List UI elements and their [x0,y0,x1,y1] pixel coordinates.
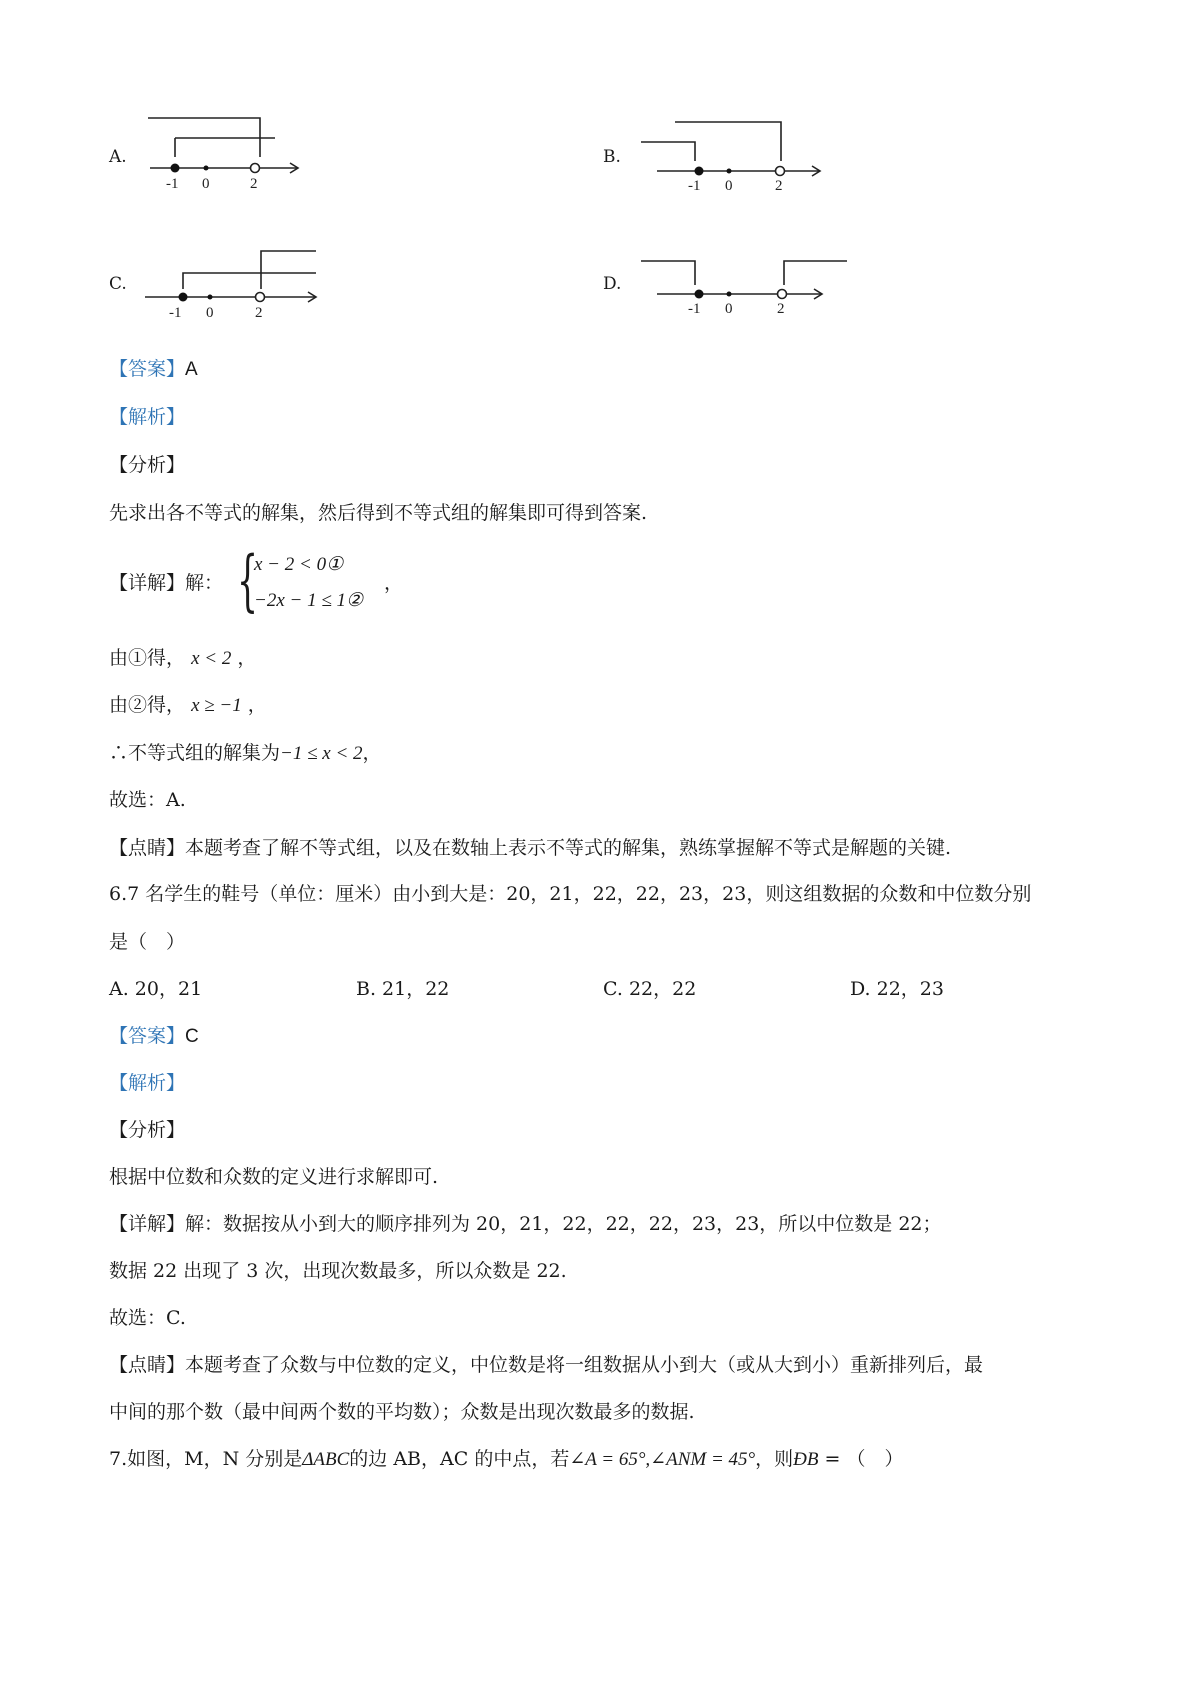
step-1-math: x < 2 [191,648,232,669]
q7-stem-part-a: 7.如图，M，N 分别是 [109,1448,303,1470]
q6-dianjing-line-1 [109,1352,983,1378]
answer-label: 【答案】 [109,358,186,380]
option-a-number-line [130,110,310,190]
option-d-letter: D. [603,274,622,294]
q7-stem [109,1446,903,1473]
option-a-origin-dot [204,166,209,171]
option-a-tick-label: 2 [250,176,258,192]
option-a-tick-label: -1 [166,176,179,192]
option-b-hollow-point [776,167,785,176]
option-c-letter: C. [109,274,127,294]
system-row-1: x − 2 < 0① [254,554,344,575]
option-d-right-bracket [784,261,847,285]
option-d-hollow-point [778,290,787,299]
option-c-tick-label: -1 [169,305,182,321]
q7-stem-part-c: ，则 [755,1448,794,1470]
option-d-origin-dot [727,292,732,297]
step-3-suffix: ， [362,742,382,764]
q6-jiexi-label: 【解析】 [109,1072,186,1094]
option-d-solid-point [695,290,704,299]
option-c-tick-label: 2 [255,305,263,321]
q7-stem-part-d: = （ ） [818,1448,904,1470]
q6-answer-value: C [185,1026,199,1047]
option-a-solid-point [171,164,180,173]
option-b-number-line [637,110,837,194]
option-c-origin-dot [208,295,213,300]
option-c-number-line [140,245,340,325]
q6-fenxi-text: 根据中位数和众数的定义进行求解即可. [109,1166,439,1188]
step-2-math: x ≥ −1 [191,695,242,716]
step-2-suffix: ， [247,694,267,716]
q6-detail-line-2: 数据 22 出现了 3 次，出现次数最多，所以众数是 22. [109,1260,567,1282]
option-a-hollow-point [251,164,260,173]
system-brace: { [237,542,258,619]
q6-detail-text-1: 解：数据按从小到大的顺序排列为 20，21，22，22，22，23，23，所以中位数是 22； [185,1213,942,1235]
option-c-hollow-point [256,293,265,302]
option-d-tick-label: 2 [777,301,785,317]
option-b-left-bracket [641,142,695,161]
q6-detail-line-1 [109,1211,942,1237]
option-b-tick-label: 2 [775,178,783,194]
q6-dianjing-line-2: 中间的那个数（最中间两个数的平均数）；众数是出现次数最多的数据. [109,1401,695,1423]
option-c-upper-bracket [261,251,316,289]
step-1-suffix: ， [237,647,257,669]
option-a-tick-label: 0 [202,176,210,192]
option-a-letter: A. [109,147,127,167]
q6-stem-line-2: 是（ ） [109,931,186,953]
jiexi-label: 【解析】 [109,406,186,428]
fenxi-label: 【分析】 [109,454,186,476]
step-1 [109,645,256,672]
q6-answer-line [109,1023,199,1050]
q7-stem-part-b: 的边 AB，AC 的中点，若 [349,1448,570,1470]
q6-answer-label: 【答案】 [109,1025,186,1047]
option-b-origin-dot [727,169,732,174]
answer-value: A [185,359,198,380]
option-b-letter: B. [603,147,621,167]
q6-fenxi-label: 【分析】 [109,1119,186,1141]
q6-dianjing-text-1: 本题考查了众数与中位数的定义，中位数是将一组数据从小到大（或从大到小）重新排列后，最 [185,1354,984,1376]
answer-line [109,356,198,383]
step-2-prefix: 由②得， [109,694,186,716]
step-3-math: −1 ≤ x < 2 [280,743,363,764]
q6-option-a: A. 20，21 [109,978,203,1000]
q7-angles: ∠A = 65°,∠ANM = 45° [569,1449,756,1470]
q7-triangle: ΔABC [302,1449,350,1470]
option-b-tick-label: 0 [725,178,733,194]
choose-line: 故选：A. [109,789,186,811]
option-c-solid-point [179,293,188,302]
step-3-prefix: ∴不等式组的解集为 [109,742,281,764]
q7-angle-b: ÐB [793,1449,819,1470]
q6-choose-line: 故选：C. [109,1307,186,1329]
option-d-number-line [637,245,857,325]
fenxi-text: 先求出各不等式的解集，然后得到不等式组的解集即可得到答案. [109,502,648,524]
dianjing-label: 【点睛】 [109,837,186,859]
q6-option-d: D. 22，23 [850,978,944,1000]
system-row-2: −2x − 1 ≤ 1② [254,590,364,611]
detail-label: 【详解】解： [109,572,224,594]
option-b-tick-label: -1 [688,178,701,194]
option-d-tick-label: 0 [725,301,733,317]
q6-option-c: C. 22，22 [603,978,697,1000]
step-2 [109,692,267,719]
q6-option-b: B. 21，22 [356,978,450,1000]
dianjing-line [109,835,951,861]
system-tail: ， [384,572,404,594]
q6-detail-label: 【详解】 [109,1213,186,1235]
option-d-tick-label: -1 [688,301,701,317]
q6-stem-line-1: 6.7 名学生的鞋号（单位：厘米）由小到大是：20，21，22，22，23，23，则这组数据的众数和中位数分别 [109,883,1032,905]
option-c-tick-label: 0 [206,305,214,321]
option-c-lower-bracket [183,273,316,289]
step-3 [109,740,382,767]
option-d-left-bracket [641,261,695,285]
step-1-prefix: 由①得， [109,647,186,669]
q6-dianjing-label: 【点睛】 [109,1354,186,1376]
dianjing-text: 本题考查了解不等式组，以及在数轴上表示不等式的解集，熟练掌握解不等式是解题的关键. [185,837,952,859]
option-b-solid-point [695,167,704,176]
